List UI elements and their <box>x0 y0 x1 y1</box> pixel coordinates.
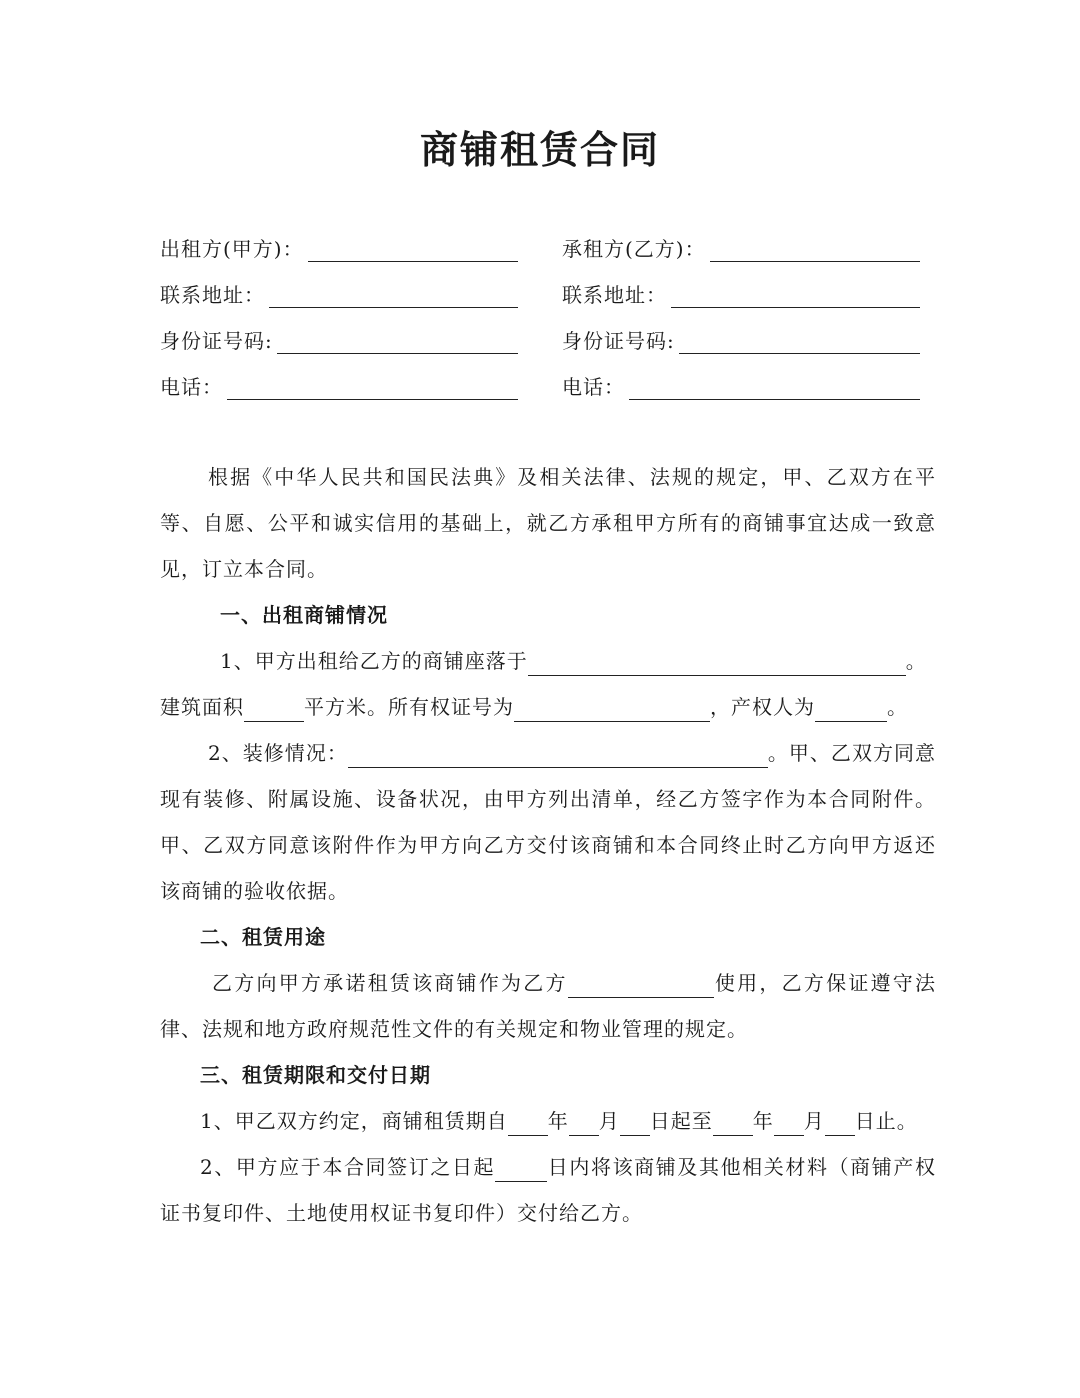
location-blank[interactable] <box>528 645 906 676</box>
lessee-id-field <box>562 324 920 358</box>
lessor-fill-line[interactable] <box>308 235 518 262</box>
party-row-id <box>0 324 1080 358</box>
end-day-blank[interactable] <box>825 1105 855 1136</box>
start-day-blank[interactable] <box>620 1105 650 1136</box>
party-row-address <box>0 278 1080 312</box>
section3-item2 <box>160 1144 936 1236</box>
section1-item1-text-b: 。 <box>905 649 927 673</box>
start-year-label: 年 <box>547 1109 569 1133</box>
lessee-label: 承租方(乙方)： <box>562 237 706 261</box>
lessor-address-line[interactable] <box>269 281 518 308</box>
purpose-blank[interactable] <box>568 967 714 998</box>
end-year-label: 年 <box>752 1109 774 1133</box>
lessee-fill-line[interactable] <box>710 235 920 262</box>
section2-text <box>160 960 936 1052</box>
lessor-id-label: 身份证号码: <box>160 329 273 353</box>
lessor-phone-field <box>160 370 518 404</box>
section1-item1-text-a: 1、甲方出租给乙方的商铺座落于 <box>220 649 528 673</box>
lessor-field <box>160 232 518 266</box>
end-month-label: 月 <box>803 1109 825 1133</box>
lessor-id-line[interactable] <box>277 327 518 354</box>
section3-item1 <box>160 1098 936 1144</box>
start-day-label: 日起至 <box>649 1109 713 1133</box>
term-text: 1、甲乙双方约定，商铺租赁期自 <box>200 1109 508 1133</box>
lessee-phone-label: 电话： <box>562 375 625 399</box>
section2-heading: 二、租赁用途 <box>200 925 326 949</box>
start-year-blank[interactable] <box>508 1105 548 1136</box>
delivery-text-a: 2、甲方应于本合同签订之日起 <box>200 1155 496 1179</box>
section1-heading: 一、出租商铺情况 <box>220 603 388 627</box>
section1-item2 <box>160 730 936 914</box>
start-month-blank[interactable] <box>569 1105 599 1136</box>
party-row-phone <box>0 370 1080 404</box>
owner-label: ，产权人为 <box>710 695 815 719</box>
lessor-id-field <box>160 324 518 358</box>
lessee-phone-line[interactable] <box>629 373 920 400</box>
decoration-label: 2、装修情况： <box>208 741 348 765</box>
area-label: 建筑面积 <box>160 695 244 719</box>
section1-item1-line1 <box>160 638 936 684</box>
end-month-blank[interactable] <box>774 1105 804 1136</box>
party-row-name <box>0 232 1080 266</box>
end-day-label: 日止。 <box>854 1109 918 1133</box>
contract-title: 商铺租赁合同 <box>419 127 660 172</box>
lessor-label: 出租方(甲方)： <box>160 237 304 261</box>
end-year-blank[interactable] <box>713 1105 753 1136</box>
contract-body <box>160 454 936 1236</box>
lessee-phone-field <box>562 370 920 404</box>
decoration-text: 。甲、乙双方同意现有装修、附属设施、设备状况，由甲方列出清单，经乙方签字作为本合同附件。甲、乙双方同意该附件作为甲方向乙方交付该商铺和本合同终止时乙方向甲方返还该商铺的验收依据。 <box>160 741 937 903</box>
lessee-id-label: 身份证号码: <box>562 329 675 353</box>
lessee-address-line[interactable] <box>671 281 920 308</box>
area-blank[interactable] <box>244 691 304 722</box>
section1-item1-line2 <box>160 684 936 730</box>
certificate-blank[interactable] <box>514 691 710 722</box>
purpose-text-b: 使用，乙方保证遵守法律、法规和地方政府规范性文件的有关规定和物业管理的规定。 <box>160 971 937 1041</box>
section1-item1-end: 。 <box>887 695 908 719</box>
preamble-paragraph: 根据《中华人民共和国民法典》及相关法律、法规的规定，甲、乙双方在平等、自愿、公平和诚实信用的基础上，就乙方承租甲方所有的商铺事宜达成一致意见，订立本合同。 <box>160 465 936 581</box>
lessor-phone-line[interactable] <box>227 373 518 400</box>
certificate-label: 平方米。所有权证号为 <box>304 695 514 719</box>
lessee-address-field <box>562 278 920 312</box>
decoration-blank[interactable] <box>348 737 768 768</box>
lessee-address-label: 联系地址： <box>562 283 667 307</box>
lessor-address-field <box>160 278 518 312</box>
lessee-field <box>562 232 920 266</box>
delivery-text-b: 日内将该商铺及其他相关材料（商铺产权证书复印件、土地使用权证书复印件）交付给乙方。 <box>160 1155 936 1225</box>
start-month-label: 月 <box>598 1109 620 1133</box>
lessor-phone-label: 电话： <box>160 375 223 399</box>
section3-heading: 三、租赁期限和交付日期 <box>200 1063 431 1087</box>
purpose-text-a: 乙方向甲方承诺租赁该商铺作为乙方 <box>212 971 568 995</box>
delivery-days-blank[interactable] <box>495 1151 547 1182</box>
lessee-id-line[interactable] <box>679 327 920 354</box>
owner-blank[interactable] <box>815 691 887 722</box>
lessor-address-label: 联系地址： <box>160 283 265 307</box>
